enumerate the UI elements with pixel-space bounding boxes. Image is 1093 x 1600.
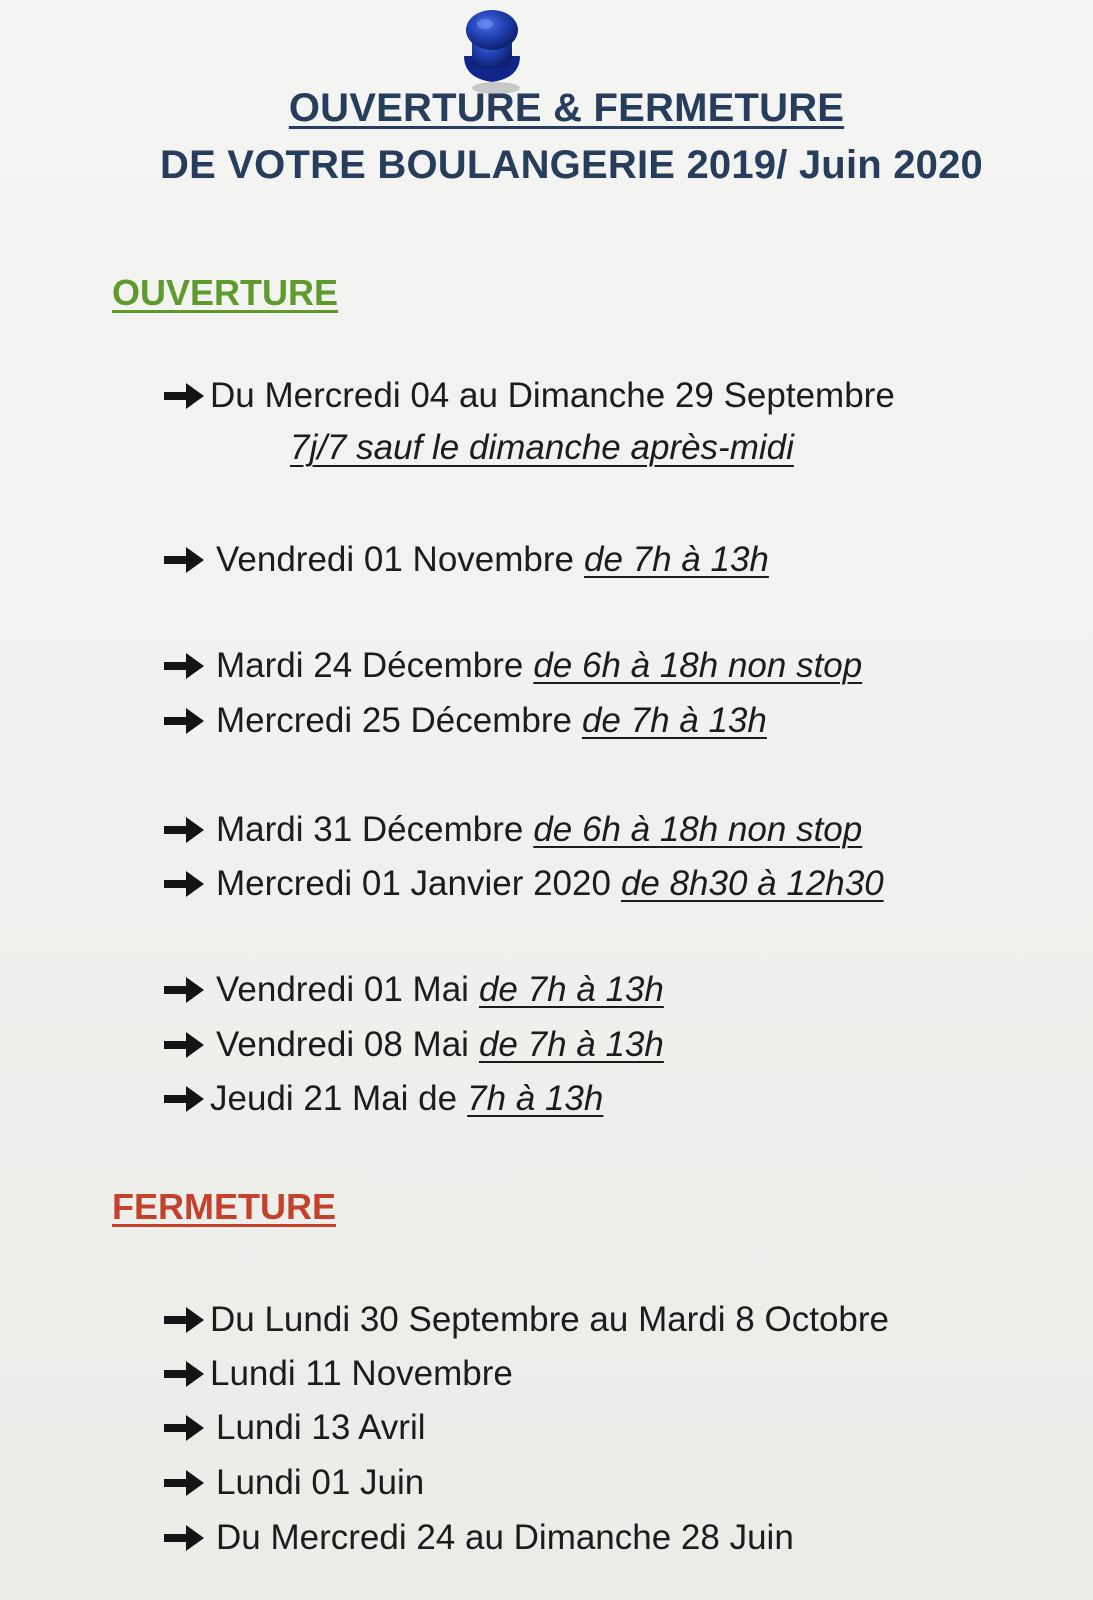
ouverture-item-9 bbox=[162, 1079, 603, 1119]
item-text: Vendredi 08 Mai bbox=[216, 1025, 469, 1064]
arrow-right-icon bbox=[162, 1359, 206, 1389]
arrow-right-icon bbox=[162, 1413, 206, 1443]
ouverture-heading: OUVERTURE bbox=[112, 272, 339, 313]
item-hours: de 6h à 18h non stop bbox=[533, 810, 863, 849]
arrow-right-icon bbox=[162, 706, 206, 736]
arrow-right-icon bbox=[162, 1030, 206, 1060]
ouverture-item-8 bbox=[162, 1025, 664, 1065]
arrow-right-icon bbox=[162, 1523, 206, 1553]
fermeture-item-1 bbox=[162, 1300, 889, 1340]
item-hours: 7h à 13h bbox=[467, 1079, 604, 1118]
title-line-1-text: OUVERTURE & FERMETURE bbox=[288, 86, 845, 130]
item-text: Vendredi 01 Novembre bbox=[216, 540, 574, 579]
fermeture-item-4 bbox=[162, 1463, 424, 1503]
arrow-right-icon bbox=[162, 815, 206, 845]
item-hours: de 7h à 13h bbox=[478, 970, 664, 1009]
ouverture-item-1 bbox=[162, 376, 895, 416]
ouverture-item-6 bbox=[162, 864, 884, 904]
fermeture-item-3 bbox=[162, 1408, 426, 1448]
arrow-right-icon bbox=[162, 869, 206, 899]
arrow-right-icon bbox=[162, 545, 206, 575]
arrow-right-icon bbox=[162, 1305, 206, 1335]
arrow-right-icon bbox=[162, 651, 206, 681]
fermeture-item-2 bbox=[162, 1354, 513, 1394]
ouverture-item-4 bbox=[162, 701, 767, 741]
item-text: Du Mercredi 04 au Dimanche 29 Septembre bbox=[210, 376, 895, 415]
ouverture-item-1-note: 7j/7 sauf le dimanche après-midi bbox=[290, 428, 794, 467]
arrow-right-icon bbox=[162, 1084, 206, 1114]
item-hours: de 8h30 à 12h30 bbox=[620, 864, 884, 903]
item-text: Lundi 01 Juin bbox=[216, 1463, 425, 1502]
item-text: Vendredi 01 Mai bbox=[216, 970, 469, 1009]
fermeture-heading: FERMETURE bbox=[112, 1186, 336, 1227]
item-hours: de 7h à 13h bbox=[478, 1025, 664, 1064]
arrow-right-icon bbox=[162, 1468, 206, 1498]
title-line-2: DE VOTRE BOULANGERIE 2019/ Juin 2020 bbox=[159, 143, 983, 187]
item-hours: de 6h à 18h non stop bbox=[533, 646, 863, 685]
item-text: Mardi 24 Décembre bbox=[216, 646, 524, 685]
ouverture-item-2 bbox=[162, 540, 769, 580]
item-hours: de 7h à 13h bbox=[581, 701, 767, 740]
title-line-1 bbox=[20, 86, 1093, 131]
item-text: Mercredi 25 Décembre bbox=[216, 701, 572, 740]
item-text: Mercredi 01 Janvier 2020 bbox=[216, 864, 611, 903]
item-text: Lundi 11 Novembre bbox=[210, 1354, 513, 1393]
item-text: Jeudi 21 Mai de bbox=[210, 1079, 458, 1118]
ouverture-item-3 bbox=[162, 646, 862, 686]
item-text: Du Lundi 30 Septembre au Mardi 8 Octobre bbox=[210, 1300, 889, 1339]
item-hours: de 7h à 13h bbox=[584, 540, 769, 579]
ouverture-item-5 bbox=[162, 810, 862, 850]
item-text: Mardi 31 Décembre bbox=[216, 810, 524, 849]
item-text: Du Mercredi 24 au Dimanche 28 Juin bbox=[216, 1518, 794, 1557]
arrow-right-icon bbox=[162, 975, 206, 1005]
ouverture-item-7 bbox=[162, 970, 664, 1010]
arrow-right-icon bbox=[162, 381, 206, 411]
fermeture-item-5 bbox=[162, 1518, 794, 1558]
pushpin-icon bbox=[456, 8, 528, 94]
item-text: Lundi 13 Avril bbox=[216, 1408, 426, 1447]
